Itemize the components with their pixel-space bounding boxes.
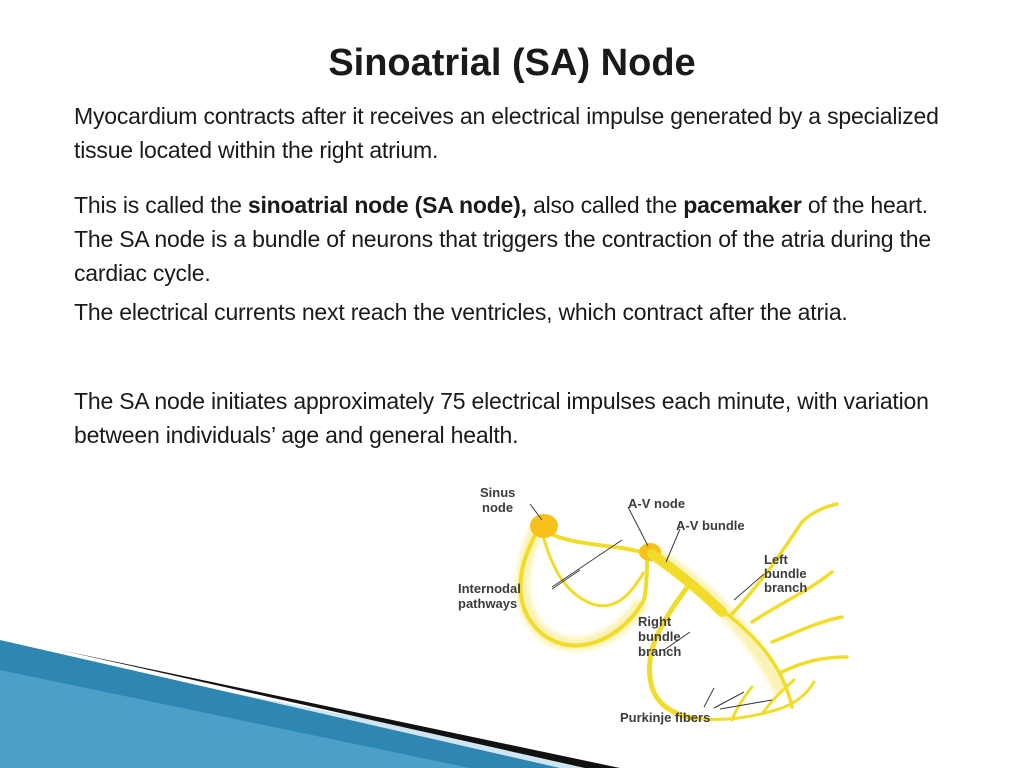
- internodal-pathway-mid: [544, 530, 648, 554]
- label-sinus-2: node: [482, 500, 514, 515]
- p2-pre: This is called the: [74, 192, 248, 218]
- label-purkinje: Purkinje fibers: [620, 710, 711, 725]
- label-internodal-2: pathways: [458, 596, 518, 611]
- term-pacemaker: pacemaker: [683, 192, 802, 218]
- paragraph-ventricles: The electrical currents next reach the ventricles, which contract after the atria.: [74, 299, 848, 325]
- label-right-2: bundle: [638, 629, 681, 644]
- label-left-1: Left: [764, 552, 788, 567]
- label-av-bundle: A-V bundle: [676, 518, 745, 533]
- paragraph-myocardium: Myocardium contracts after it receives an electrical impulse generated by a specialized tissue located within the right atrium.: [74, 103, 939, 163]
- sinus-node-shape: [530, 514, 558, 538]
- label-sinus-1: Sinus: [480, 485, 516, 500]
- left-bundle-branch-shape: [714, 504, 847, 707]
- label-av-node: A-V node: [628, 496, 686, 511]
- heart-conduction-diagram: [452, 482, 867, 732]
- slide-title: Sinoatrial (SA) Node: [328, 42, 696, 84]
- leader-purkinje-1: [704, 688, 714, 707]
- paragraph-sa-node: [74, 188, 964, 290]
- label-right-1: Right: [638, 614, 672, 629]
- leader-av-node: [628, 507, 648, 546]
- leader-purkinje-3: [720, 700, 772, 709]
- p2-mid: also called the: [526, 192, 684, 218]
- leader-av-bundle: [666, 529, 680, 562]
- label-internodal-1: Internodal: [458, 581, 521, 596]
- paragraph-impulse-rate: The SA node initiates approximately 75 electrical impulses each minute, with variation between individuals’ age and general health.: [74, 388, 929, 448]
- label-left-3: branch: [764, 580, 808, 595]
- leader-internodal-1: [552, 540, 622, 587]
- p2-post: of the heart. The SA node is a bundle of neurons that triggers the contraction of the atria during the cardiac cycle.: [74, 192, 931, 286]
- av-bundle-shape: [652, 554, 722, 612]
- label-left-2: bundle: [764, 566, 807, 581]
- label-right-3: branch: [638, 644, 682, 659]
- term-sinoatrial-node: sinoatrial node (SA node),: [247, 192, 527, 218]
